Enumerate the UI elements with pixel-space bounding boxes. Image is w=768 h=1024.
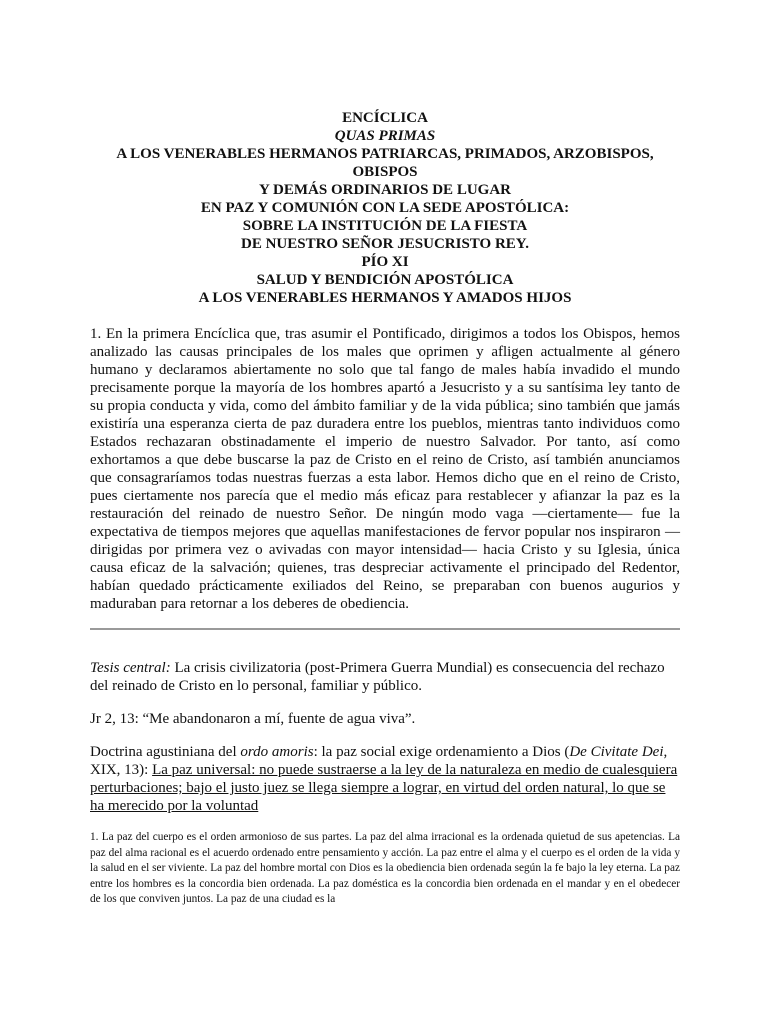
heading-line-blessing: SALUD Y BENDICIÓN APOSTÓLICA — [256, 272, 514, 288]
heading-line-brothers: A LOS VENERABLES HERMANOS Y AMADOS HIJOS — [198, 290, 572, 306]
heading-line-addressees: A LOS VENERABLES HERMANOS PATRIARCAS, PRIMADOS, ARZOBISPOS, OBISPOS — [116, 146, 654, 180]
heading-line-feast: DE NUESTRO SEÑOR JESUCRISTO REY. — [240, 236, 529, 252]
doctrine-middle: : la paz social exige ordenamiento a Dios ( — [313, 744, 570, 760]
heading-line-pope: PÍO XI — [361, 254, 409, 270]
heading-line-ordinaries: Y DEMÁS ORDINARIOS DE LUGAR — [259, 182, 511, 198]
footnote-1: 1. La paz del cuerpo es el orden armonioso de sus partes. La paz del alma irracional es la ordenada quietud de sus apetencias. La paz del alma racional es el acuerdo ordenado entre pensamiento y acción. La paz entre el alma y el cuerpo es el orden de la vida y la salud en el ser viviente. La paz del hombre mortal con Dios es la obediencia bien ordenada según la fe bajo la ley eterna. La paz entre los hombres es la concordia bien ordenada. La paz doméstica es la concordia bien ordenada en el mandar y en el obedecer de los que conviven juntos. La paz de una ciudad es la — [90, 831, 680, 905]
doctrine-civitate-dei: De Civitate Dei — [569, 744, 664, 760]
heading-line-institution: SOBRE LA INSTITUCIÓN DE LA FIESTA — [242, 218, 528, 234]
heading-line-title: QUAS PRIMAS — [334, 128, 436, 144]
doctrine-quote: La paz universal: no puede sustraerse a la ley de la naturaleza en medio de cualesquiera perturbaciones; bajo el justo juez se llega siempre a lograr, en virtud del orden natural, lo que se ha merecido por la voluntad — [90, 762, 678, 814]
thesis-label: Tesis central: — [90, 660, 171, 676]
thesis-text: La crisis civilizatoria (post-Primera Guerra Mundial) es consecuencia del rechazo del reinado de Cristo en lo personal, familiar y público. — [90, 660, 665, 694]
doctrine-ref: , XIX, 13): — [90, 744, 668, 778]
heading-line-communion: EN PAZ Y COMUNIÓN CON LA SEDE APOSTÓLICA: — [200, 200, 570, 216]
encyclical-heading — [90, 109, 680, 307]
note-doctrine — [90, 743, 680, 815]
doctrine-ordo-amoris: ordo amoris — [240, 744, 314, 760]
section-divider — [90, 628, 680, 630]
note-scripture: Jr 2, 13: “Me abandonaron a mí, fuente de agua viva”. — [90, 711, 416, 727]
document-page — [90, 109, 680, 917]
note-thesis — [90, 659, 680, 695]
heading-line-encyclical: ENCÍCLICA — [342, 110, 428, 126]
paragraph-1: 1. En la primera Encíclica que, tras asumir el Pontificado, dirigimos a todos los Obispos, hemos analizado las causas principales de los males que oprimen y afligen actualmente al género humano y declaramos abiertamente no solo que tal fango de males había invadido el mundo precisamente porque la mayoría de los hombres apartó a Jesucristo y a su santísima ley tanto de su propia conducta y vida, como del ámbito familiar y de la vida pública; sino también que jamás existiría una esperanza cierta de paz duradera entre los pueblos, mientras tanto individuos como Estados rechazaran obstinadamente el imperio de nuestro Salvador. Por tanto, así como exhortamos a que debe buscarse la paz de Cristo en el reino de Cristo, así también anunciamos que consagraríamos todas nuestras fuerzas a esta labor. Hemos dicho que en el reino de Cristo, pues ciertamente nos parecía que el medio más eficaz para restablecer y afianzar la paz es la restauración del reinado de nuestro Señor. De ningún modo vaga —ciertamente— fue la expectativa de tiempos mejores que aquellas manifestaciones de fervor popular nos inspiraron —dirigidas por primera vez o avivadas con mayor intensidad— hacia Cristo y su Iglesia, única causa eficaz de la salvación; quienes, tras despreciar activamente el principado del Redentor, habían quedado prácticamente exiliados del Reino, se preparaban con buenos augurios y maduraban para retornar a los deberes de obediencia. — [90, 326, 680, 612]
doctrine-intro: Doctrina agustiniana del — [90, 744, 241, 760]
